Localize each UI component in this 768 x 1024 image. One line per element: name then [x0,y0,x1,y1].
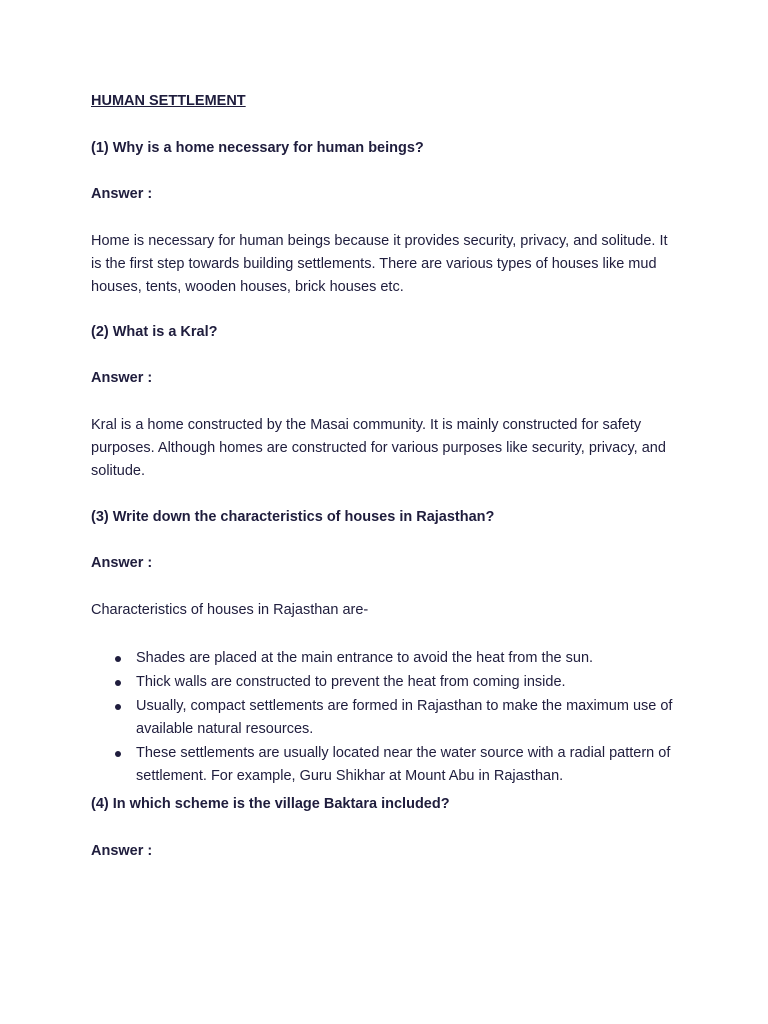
answer-label-4: Answer : [91,843,153,859]
answer-text-1: Home is necessary for human beings because it provides security, privacy, and solitude. It is the first step towards building settlements. There are various types of houses like mud houses, tents, wooden houses, brick houses etc. [91,233,668,295]
answer-label-3: Answer : [91,555,153,571]
list-item: These settlements are usually located near the water source with a radial pattern of settlement. For example, Guru Shikhar at Mount Abu in Rajasthan. [91,742,691,788]
answer-text-3: Characteristics of houses in Rajasthan are- [91,602,369,618]
question-1: (1) Why is a home necessary for human beings? [91,140,424,156]
list-item: Shades are placed at the main entrance to avoid the heat from the sun. [91,647,691,670]
list-item: Usually, compact settlements are formed in Rajasthan to make the maximum use of available natural resources. [91,695,691,741]
characteristics-list [91,647,691,789]
bullet-dot-icon [115,751,121,757]
question-2: (2) What is a Kral? [91,324,218,340]
bullet-dot-icon [115,656,121,662]
document-title: HUMAN SETTLEMENT [91,93,246,109]
question-3: (3) Write down the characteristics of houses in Rajasthan? [91,509,495,525]
answer-text-2: Kral is a home constructed by the Masai community. It is mainly constructed for safety purposes. Although homes are constructed for various purposes like security, privacy, and solitude. [91,417,666,479]
question-4: (4) In which scheme is the village Baktara included? [91,796,450,812]
answer-label-2: Answer : [91,370,153,386]
list-item: Thick walls are constructed to prevent the heat from coming inside. [91,671,691,694]
bullet-dot-icon [115,704,121,710]
bullet-dot-icon [115,680,121,686]
answer-label-1: Answer : [91,186,153,202]
